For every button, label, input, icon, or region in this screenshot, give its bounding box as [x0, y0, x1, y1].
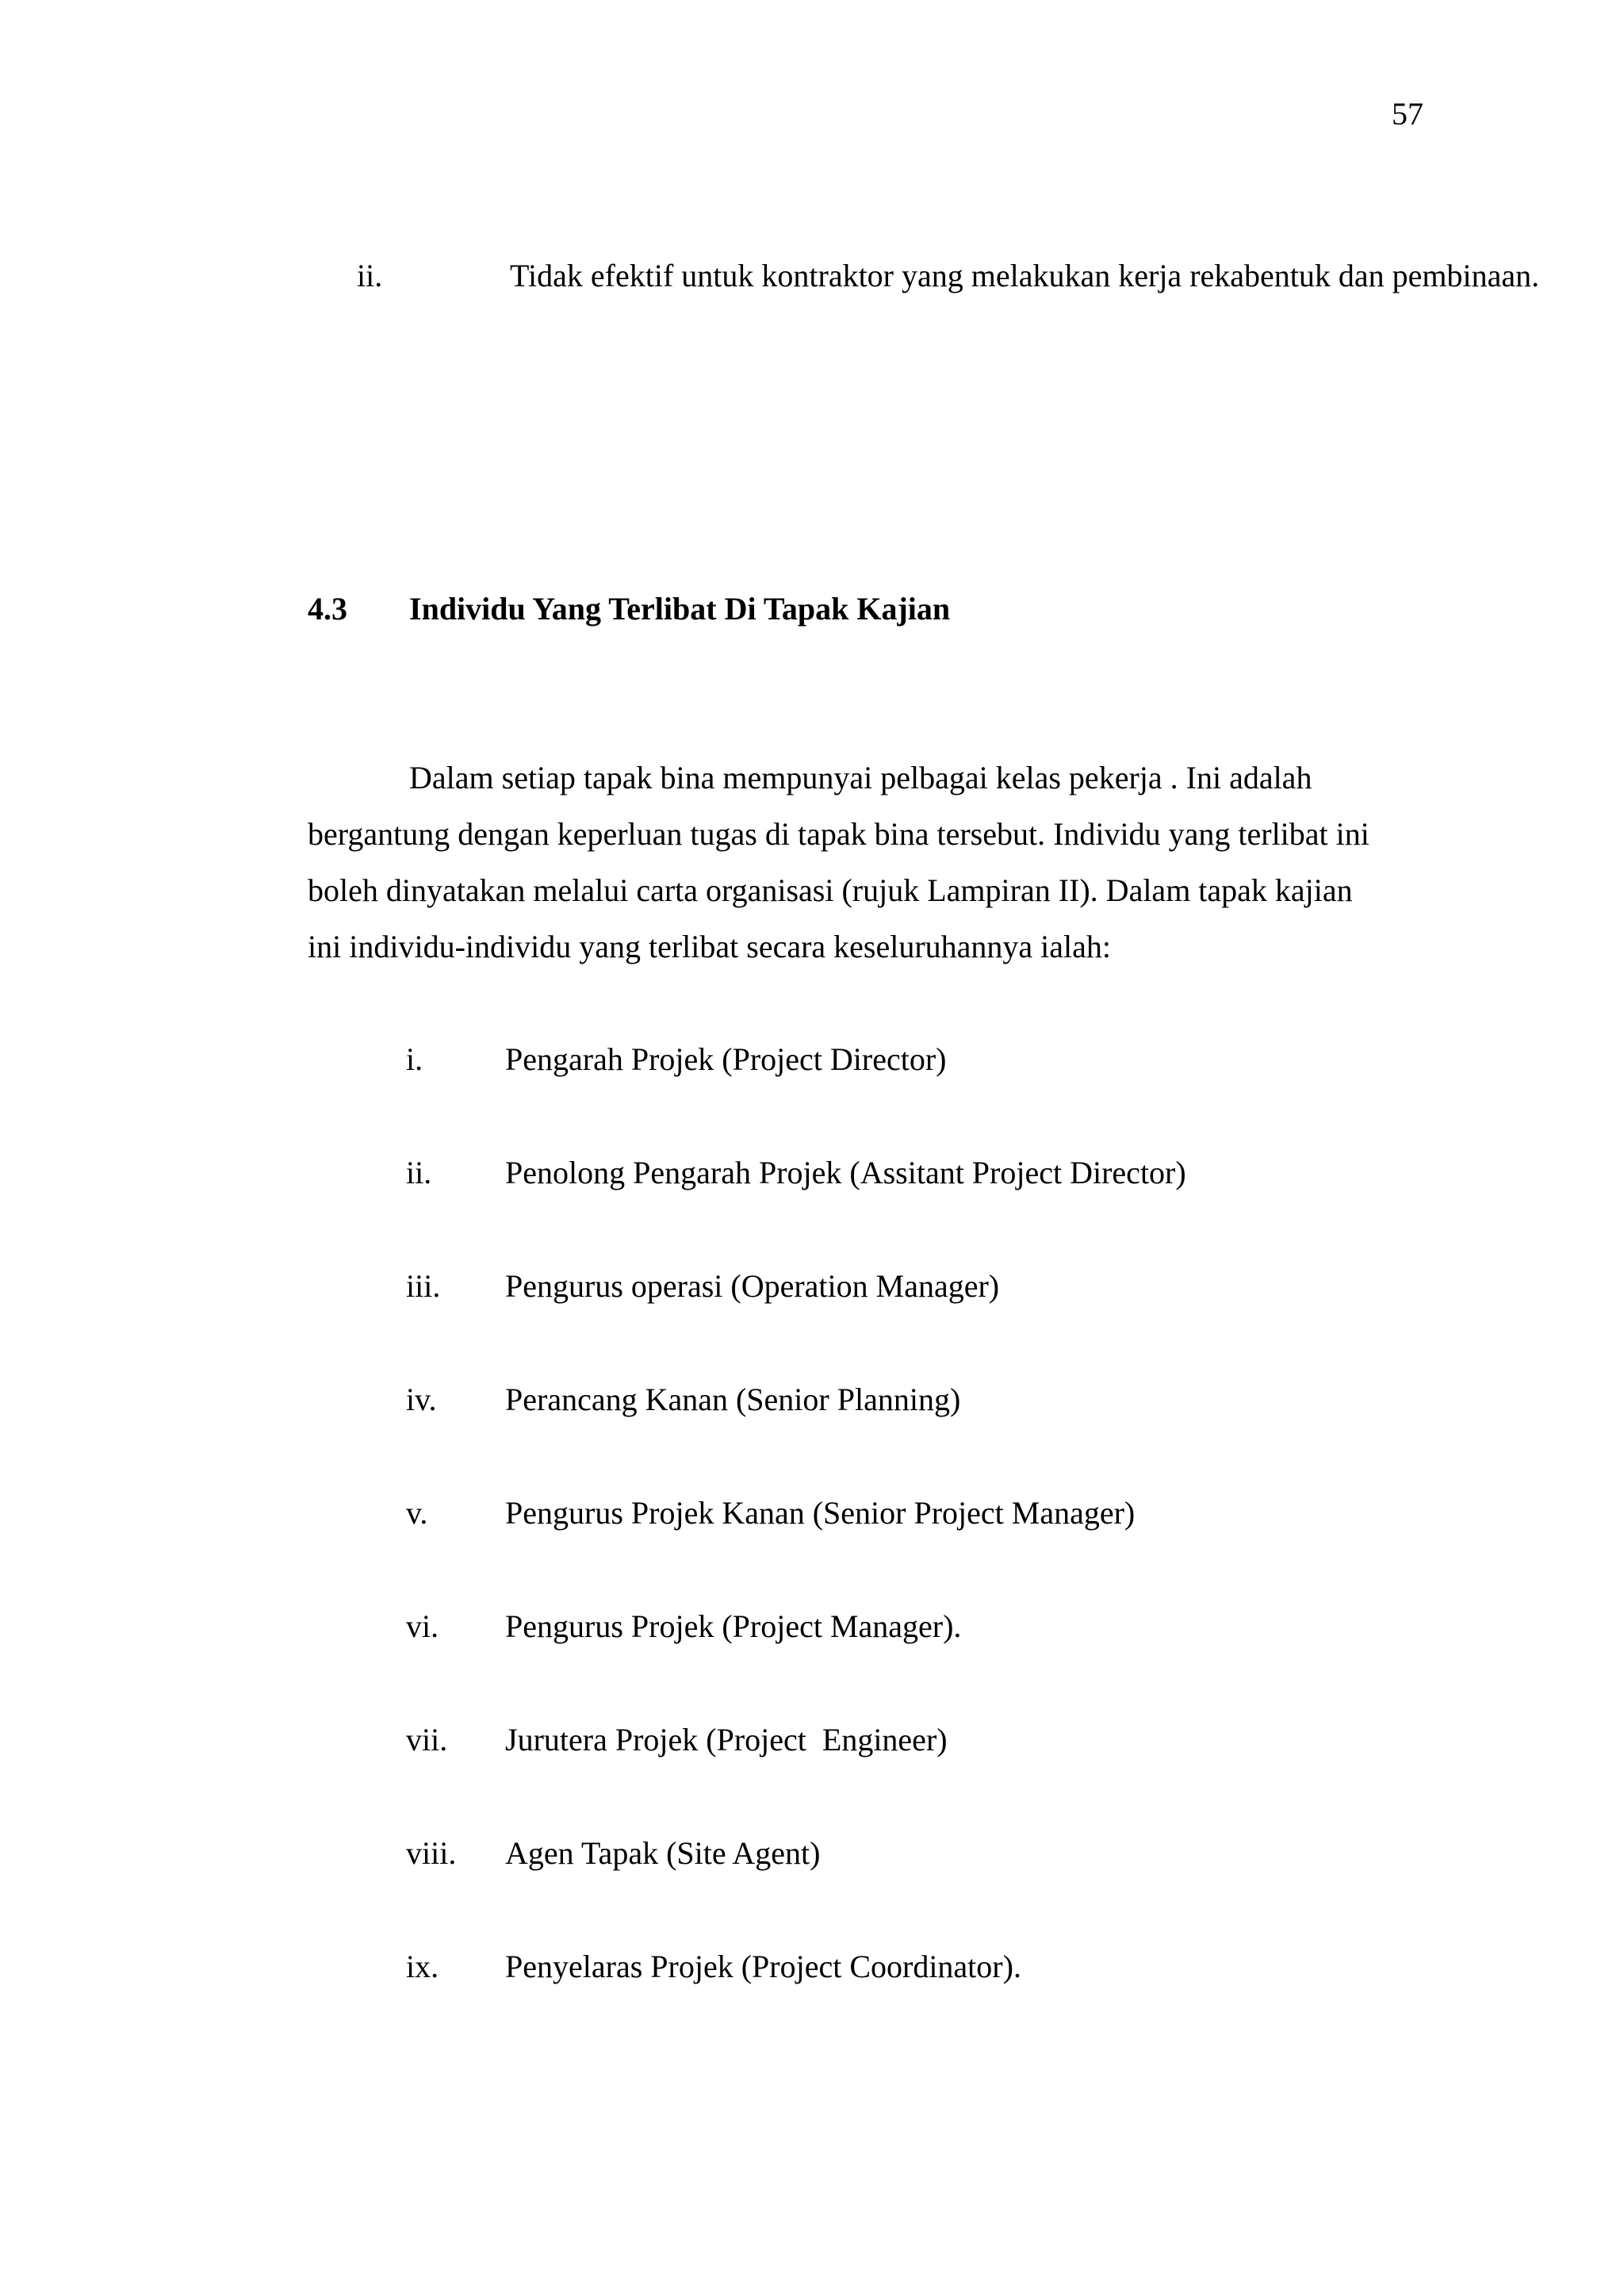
list-item: [406, 1945, 1516, 2058]
list-item-text: Penolong Pengarah Projek (Assitant Project Director): [505, 1155, 1186, 1190]
list-item-number: iii.: [406, 1268, 441, 1304]
list-item-number: vi.: [406, 1608, 439, 1644]
paragraph-line: boleh dinyatakan melalui carta organisasi (rujuk Lampiran II). Dalam tapak kajian: [308, 872, 1353, 908]
page-number: 57: [1392, 96, 1423, 132]
list-item-text: Pengurus Projek (Project Manager).: [505, 1608, 962, 1644]
list-item: [406, 1378, 1516, 1491]
section-number: 4.3: [308, 591, 347, 627]
list-item: [406, 1264, 1516, 1378]
list-item: [406, 1604, 1516, 1718]
body-paragraph: [308, 749, 1434, 975]
list-item-text: Pengarah Projek (Project Director): [505, 1041, 947, 1077]
list-item-text: Tidak efektif untuk kontraktor yang melakukan kerja rekabentuk dan pembinaan.: [510, 258, 1540, 293]
section-title: Individu Yang Terlibat Di Tapak Kajian: [409, 591, 951, 627]
list-item-number: vii.: [406, 1722, 448, 1757]
paragraph-line: Dalam setiap tapak bina mempunyai pelbagai kelas pekerja . Ini adalah: [409, 760, 1312, 795]
list-item-number: viii.: [406, 1835, 457, 1871]
list-item: [406, 1037, 1516, 1151]
list-item-number: ii.: [406, 1155, 432, 1190]
list-item-number: i.: [406, 1041, 423, 1077]
list-item: [406, 1151, 1516, 1264]
list-item-number: ii.: [357, 258, 383, 293]
paragraph-line: bergantung dengan keperluan tugas di tapak bina tersebut. Individu yang terlibat ini: [308, 816, 1369, 852]
roles-list: [406, 1037, 1516, 2058]
list-item-text: Agen Tapak (Site Agent): [505, 1835, 821, 1871]
list-item-text: Perancang Kanan (Senior Planning): [505, 1382, 961, 1417]
list-item: [406, 1831, 1516, 1945]
list-item-number: iv.: [406, 1382, 437, 1417]
list-item-number: ix.: [406, 1949, 439, 1984]
list-item: [406, 1491, 1516, 1604]
list-item-text: Pengurus Projek Kanan (Senior Project Manager): [505, 1495, 1136, 1531]
list-item: [406, 1718, 1516, 1831]
list-item-text: Pengurus operasi (Operation Manager): [505, 1268, 1000, 1304]
list-item-text: Penyelaras Projek (Project Coordinator).: [505, 1949, 1021, 1984]
section-heading: [308, 587, 950, 631]
list-item-number: v.: [406, 1495, 428, 1531]
list-item-text: Jurutera Projek (Project Engineer): [505, 1722, 948, 1757]
paragraph-line: ini individu-individu yang terlibat secara keseluruhannya ialah:: [308, 929, 1112, 964]
